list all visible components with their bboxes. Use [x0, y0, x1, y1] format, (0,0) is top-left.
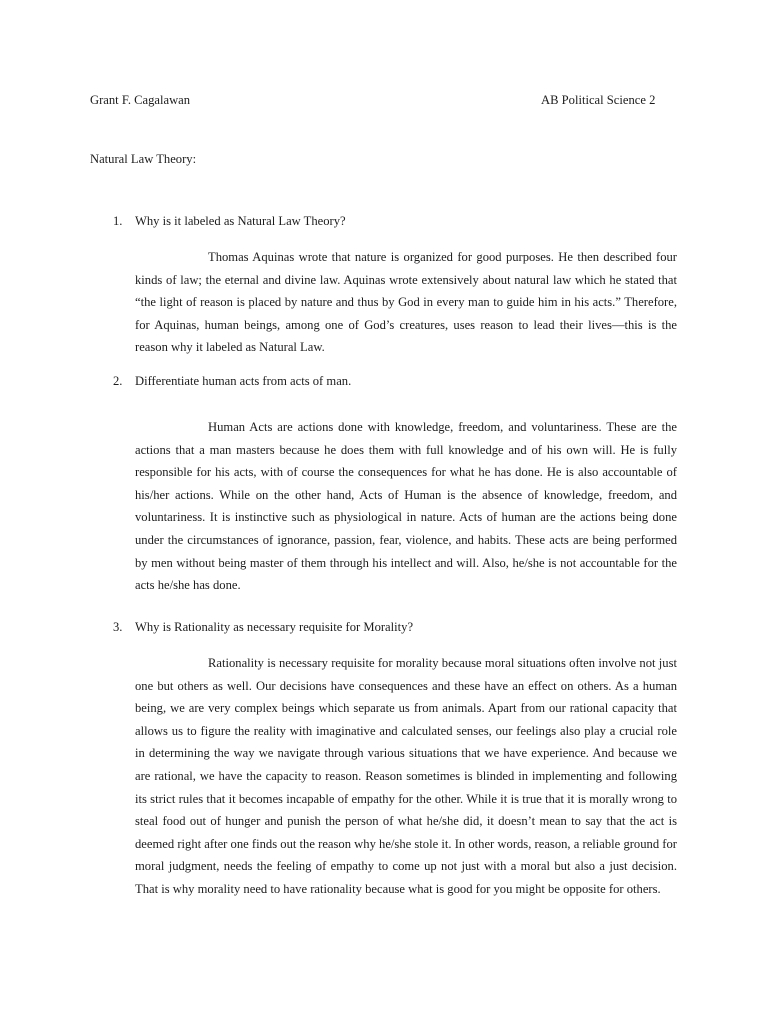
question-text: Why is Rationality as necessary requisite for Morality? — [135, 620, 414, 634]
answer-paragraph: Thomas Aquinas wrote that nature is organized for good purposes. He then described four kinds of law; the eternal and divine law. Aquinas wrote extensively about natural law which he stated that “the light of reason is placed by nature and thus by God in every man to guide him in his acts.” Therefore, for Aquinas, human beings, among one of God’s creatures, uses reason to lead their lives—this is the reason why it labeled as Natural Law. — [135, 250, 677, 355]
author-name: Grant F. Cagalawan — [90, 93, 191, 107]
question-text: Why is it labeled as Natural Law Theory? — [135, 214, 346, 228]
document-title: Natural Law Theory: — [90, 152, 197, 166]
question-number: 3. — [113, 620, 123, 634]
question-text: Differentiate human acts from acts of man. — [135, 374, 352, 388]
question-number: 2. — [113, 374, 123, 388]
answer-paragraph: Human Acts are actions done with knowledge, freedom, and voluntariness. These are the actions that a man masters because he does them with full knowledge and of his own will. He is fully responsible for his acts, with of course the consequences for what he has done. He is also accountable of his/her actions. While on the other hand, Acts of Human is the absence of knowledge, freedom, and voluntariness. It is instinctive such as physiological in nature. Acts of human are the actions being done under the circumstances of ignorance, passion, fear, violence, and habits. These acts are being performed by men without being master of them through his intellect and will. Also, he/she is not accountable for the acts he/she has done. — [135, 420, 677, 593]
answer-paragraph: Rationality is necessary requisite for morality because moral situations often involve not just one but others as well. Our decisions have consequences and these have an effect on others. As a human being, we are very complex beings which separate us from animals. Apart from our rational capacity that allows us to figure the reality with imaginative and calculated senses, our feelings also play a crucial role in determining the way we navigate through various situations that we have experience. And because we are rational, we have the capacity to reason. Reason sometimes is blinded in implementing and following its strict rules that it becomes incapable of empathy for the other. While it is true that it is morally wrong to steal food out of hunger and punish the person of what he/she did, it doesn’t mean to say that the act is deemed right after one finds out the reason why he/she stole it. In other words, reason, a reliable ground for moral judgment, needs the feeling of empathy to come up not just with a moral but also a just decision. That is why morality need to have rationality because what is good for you might be opposite for others. — [135, 656, 677, 896]
course-name: AB Political Science 2 — [541, 93, 656, 107]
question-number: 1. — [113, 214, 123, 228]
